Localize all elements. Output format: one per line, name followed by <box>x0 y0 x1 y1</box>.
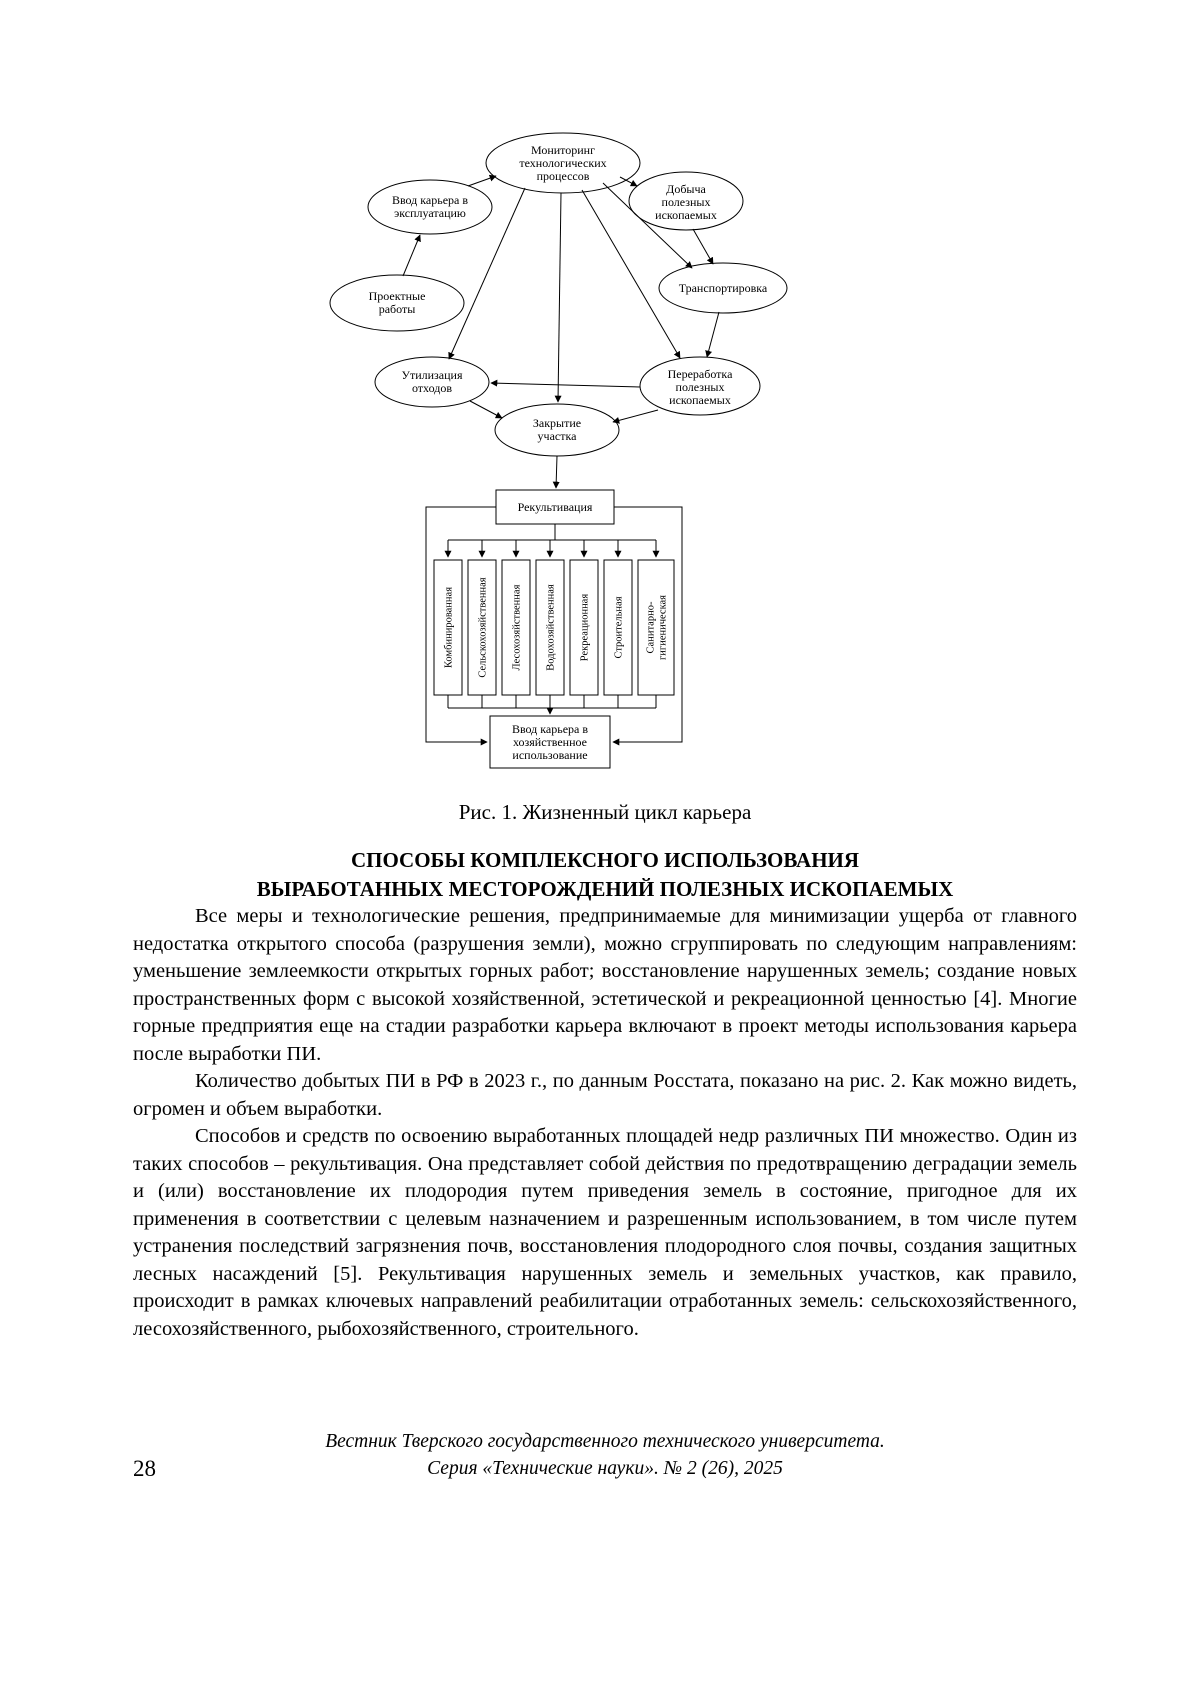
node-mining-line1: Добыча <box>666 182 706 196</box>
recultivation-type-combined <box>434 560 462 695</box>
section-heading <box>133 846 1077 904</box>
section-heading-line2: ВЫРАБОТАННЫХ МЕСТОРОЖДЕНИЙ ПОЛЕЗНЫХ ИСКОПАЕМЫХ <box>256 877 954 901</box>
node-mining-line3: ископаемых <box>655 208 717 222</box>
figure-caption: Рис. 1. Жизненный цикл карьера <box>458 800 752 824</box>
type-label-forestry: Лесохозяйственная <box>511 584 523 671</box>
node-monitoring-line3: процессов <box>536 169 590 183</box>
node-waste-line2: отходов <box>411 381 453 395</box>
journal-footer-line2: Серия «Технические науки». № 2 (26), 2025 <box>427 1458 783 1479</box>
node-transport-line1: Транспортировка <box>678 281 768 295</box>
paragraph-3: Способов и средств по освоению выработанных площадей недр различных ПИ множество. Один из таких способов – рекультивация. Она представляет собой действия по предотвращению деградации земель и (или) восстановление их плодородия путем приведения земель в состояние, пригодное для их применения в соответствии с целевым назначением и разрешенным использованием, в том числе путем устранения последствий загрязнения почв, восстановления плодородного слоя почвы, создания защитных лесных насаждений [5]. Рекультивация нарушенных земель и земельных участков, как правило, происходит в рамках ключевых направлений реабилитации отработанных земель: сельскохозяйственного, лесохозяйственного, рыбохозяйственного, строительного. <box>133 1125 1077 1340</box>
node-mining <box>629 172 743 230</box>
node-mining-line2: полезных <box>661 195 711 209</box>
recultivation-type-agricultural <box>468 560 496 695</box>
quarry-lifecycle-diagram <box>310 130 810 780</box>
node-processing-line1: Переработка <box>667 367 733 381</box>
recultivation-type-forestry <box>502 560 530 695</box>
node-design-line2: работы <box>378 302 416 316</box>
type-label-recreational: Рекреационная <box>579 593 591 662</box>
node-closure-line1: Закрытие <box>532 416 582 430</box>
paragraph-2: Количество добытых ПИ в РФ в 2023 г., по данным Росстата, показано на рис. 2. Как можно видеть, огромен и объем выработки. <box>133 1070 1077 1120</box>
type-label-construction: Строительная <box>613 596 625 659</box>
journal-footer <box>133 1428 1077 1482</box>
node-recultivation <box>496 490 614 524</box>
recultivation-type-recreational <box>570 560 598 695</box>
recultivation-type-construction <box>604 560 632 695</box>
node-processing <box>640 357 760 415</box>
node-monitoring-line2: технологических <box>519 156 607 170</box>
node-commissioning-line2: эксплуатацию <box>394 206 466 220</box>
node-waste <box>375 357 489 407</box>
recultivation-type-water <box>536 560 564 695</box>
node-transport <box>659 263 787 313</box>
node-reuse-line1: Ввод карьера в <box>511 722 589 736</box>
node-commissioning <box>368 180 492 234</box>
page-number: 28 <box>133 1456 156 1481</box>
section-heading-line1: СПОСОБЫ КОМПЛЕКСНОГО ИСПОЛЬЗОВАНИЯ <box>350 848 860 872</box>
node-closure-line2: участка <box>537 429 577 443</box>
node-reuse <box>490 716 610 768</box>
node-monitoring-line1: Мониторинг <box>530 143 596 157</box>
recultivation-type-sanitary <box>638 560 674 695</box>
type-label-sanitary-line2: гигиеническая <box>657 594 669 661</box>
type-label-water: Водохозяйственная <box>545 584 557 671</box>
node-design-line1: Проектные <box>368 289 426 303</box>
node-processing-line2: полезных <box>675 380 725 394</box>
paragraph-1: Все меры и технологические решения, предпринимаемые для минимизации ущерба от главного недостатка открытого способа (разрушения земли), можно сгруппировать по следующим направлениям: уменьшение землеемкости открытых горных работ; восстановление нарушенных земель; создание новых пространственных форм с высокой хозяйственной, эстетической и рекреационной ценностью [4]. Многие горные предприятия еще на стадии разработки карьера включают в проект методы использования карьера после выработки ПИ. <box>133 905 1077 1065</box>
node-recultivation-label: Рекультивация <box>517 500 593 514</box>
journal-footer-line1: Вестник Тверского государственного технического университета. <box>325 1431 885 1452</box>
node-reuse-line3: использование <box>512 748 588 762</box>
article-body <box>133 903 1077 1343</box>
node-design <box>330 275 464 331</box>
type-label-combined: Комбинированная <box>443 586 455 669</box>
node-monitoring <box>486 133 640 193</box>
node-processing-line3: ископаемых <box>669 393 731 407</box>
node-waste-line1: Утилизация <box>401 368 463 382</box>
node-commissioning-line1: Ввод карьера в <box>391 193 469 207</box>
figure-diagram <box>310 130 810 780</box>
node-closure <box>495 404 619 456</box>
type-label-agricultural: Сельскохозяйственная <box>477 577 489 678</box>
type-label-sanitary-line1: Санитарно- <box>645 601 657 654</box>
node-reuse-line2: хозяйственное <box>512 735 588 749</box>
